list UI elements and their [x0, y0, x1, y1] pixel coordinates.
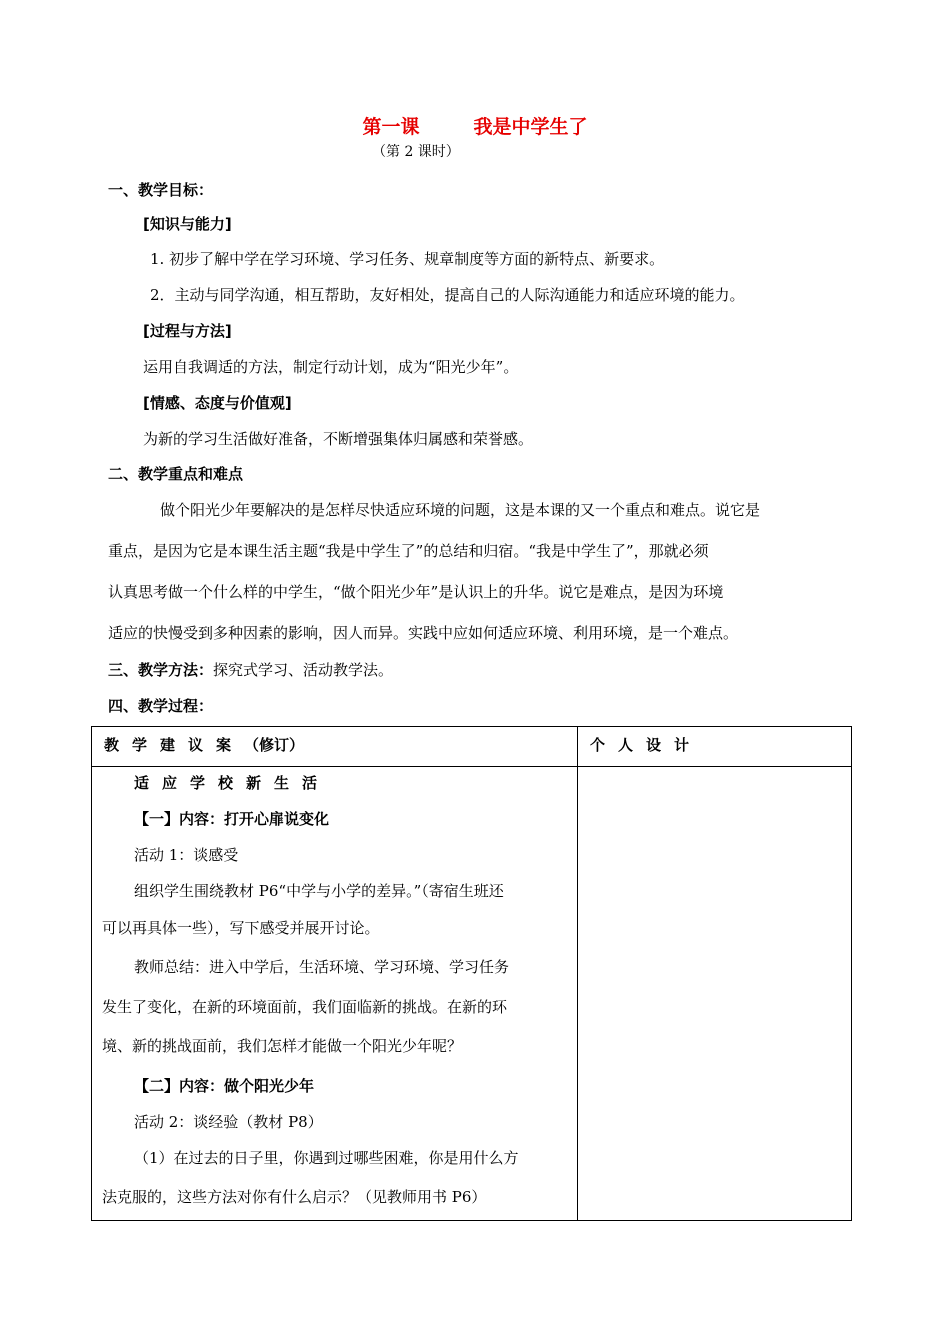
lesson-title: [0, 112, 950, 139]
table-line-12: 法克服的，这些方法对你有什么启示？（见教师用书 P6）: [102, 1188, 487, 1206]
process-heading: 四、教学过程：: [108, 697, 214, 715]
table-line-9: 【二】内容：做个阳光少年: [134, 1077, 315, 1095]
table-header-right: 个人设计: [578, 727, 852, 767]
table-line-2: 【一】内容：打开心扉说变化: [134, 810, 330, 828]
teaching-suggestion-cell: [92, 767, 578, 1221]
process-label: [过程与方法]: [143, 322, 232, 340]
lesson-plan-table: [91, 726, 852, 1221]
table-line-11: （1）在过去的日子里，你遇到过哪些困难，你是用什么方: [134, 1149, 519, 1167]
personal-design-cell: [578, 767, 852, 1221]
methods-text: 探究式学习、活动教学法。: [213, 661, 394, 679]
methods-paragraph: [108, 659, 393, 680]
table-header-left: [92, 727, 578, 767]
table-line-5: 可以再具体一些），写下感受并展开讨论。: [102, 919, 380, 937]
table-line-8: 境、新的挑战面前，我们怎样才能做一个阳光少年呢？: [102, 1037, 463, 1055]
header-left-label: 教学建议案: [104, 736, 245, 754]
emotion-label: [情感、态度与价值观]: [143, 394, 292, 412]
title-part-1: 第一课: [362, 116, 420, 138]
table-line-3: 活动 1：谈感受: [134, 846, 239, 864]
lesson-subtitle: （第 2 课时）: [372, 144, 460, 160]
table-line-4: 组织学生围绕教材 P6“中学与小学的差异。”（寄宿生班还: [134, 882, 504, 900]
key-points-heading: 二、教学重点和难点: [108, 465, 244, 483]
knowledge-item-2: 2．主动与同学沟通，相互帮助，友好相处，提高自己的人际沟通能力和适应环境的能力。: [150, 286, 745, 304]
process-text: 运用自我调适的方法，制定行动计划，成为“阳光少年”。: [143, 358, 519, 376]
key-points-line-3: 认真思考做一个什么样的中学生，“做个阳光少年”是认识上的升华。说它是难点，是因为环境: [108, 583, 724, 601]
key-points-line-2: 重点，是因为它是本课生活主题“我是中学生了”的总结和归宿。“我是中学生了”，那就必须: [108, 542, 709, 560]
key-points-line-1: 做个阳光少年要解决的是怎样尽快适应环境的问题，这是本课的又一个重点和难点。说它是: [160, 501, 761, 519]
key-points-line-4: 适应的快慢受到多种因素的影响，因人而异。实践中应如何适应环境、利用环境，是一个难点。: [108, 624, 739, 642]
goals-heading: 一、教学目标：: [108, 181, 214, 199]
knowledge-item-1: 1. 初步了解中学在学习环境、学习任务、规章制度等方面的新特点、新要求。: [150, 250, 665, 268]
table-line-10: 活动 2：谈经验（教材 P8）: [134, 1113, 323, 1131]
table-line-1: 适应学校新生活: [134, 774, 331, 792]
methods-heading: 三、教学方法：: [108, 661, 214, 679]
header-left-note: （修订）: [244, 736, 305, 754]
emotion-text: 为新的学习生活做好准备，不断增强集体归属感和荣誉感。: [143, 430, 534, 448]
table-line-7: 发生了变化，在新的环境面前，我们面临新的挑战。在新的环: [102, 998, 508, 1016]
table-line-6: 教师总结：进入中学后，生活环境、学习环境、学习任务: [134, 958, 510, 976]
knowledge-label: [知识与能力]: [143, 215, 232, 233]
title-part-2: 我是中学生了: [473, 116, 588, 138]
